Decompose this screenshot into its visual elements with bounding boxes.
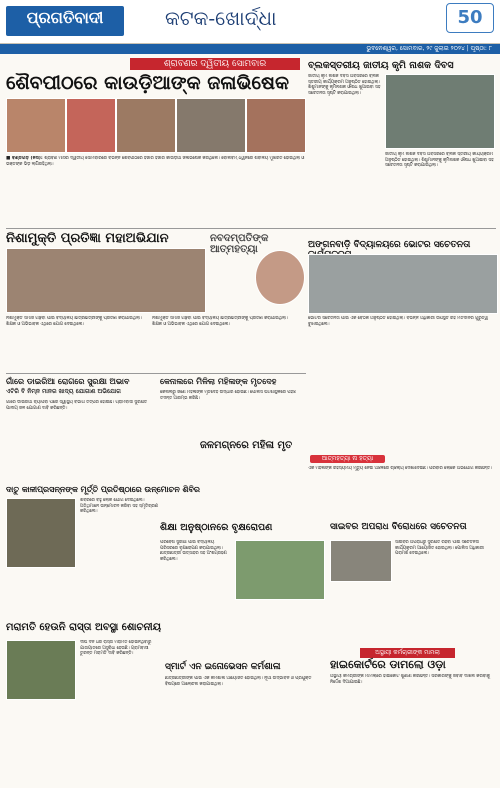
road-body: ଦୀର୍ଘ ଦିନ ଧରି ରାସ୍ତା ମରାମତି ହୋଇନଥିବାରୁ ଯାତାୟାତରେ ଅସୁବିଧା ହେଉଛି। ଗ୍ରାମବାସୀ ତୁରନ୍ତ ମରାମତି ଦାବି କରିଛନ୍ତି। [80,640,152,657]
crime-photo [330,540,392,582]
shiva-photo-2 [66,98,116,153]
court-kicker: ଅସ୍ଥାୟୀ କର୍ମଚାରୀଙ୍କ ମାମଲା [360,648,455,658]
shiva-body: ■ ବଣ୍ଡଗଡ଼ (ନିସ): ଶ୍ରାବଣ ମାସର ଦ୍ୱିତୀୟ ସୋମବାରରେ ବିଭିନ୍ନ ଶୈବପୀଠରେ ହଜାର ହଜାର କାଉଡ଼ିଆ ଜଳାଭିଷେକ କରିଥିଲେ। ବୋଲବମ୍ ଧ୍ୱନିରେ ଶିବାଳୟ ମୁଖରିତ ହୋଇଥିଲା ଓ ଭକ୍ତଙ୍କ ଭିଡ଼ ଲାଗିରହିଥିଲା। [6,156,305,167]
pest-headline[interactable]: ବ୍ଲକସ୍ତରୀୟ ଜାତୀୟ କୃମି ନାଶକ ଦିବସ [308,60,454,71]
shiva-photo-4 [176,98,246,153]
river-body: ଗାଁରେ ଡାଇରିଆ ବ୍ୟାପିବା ପରେ ସ୍ୱାସ୍ଥ୍ୟ ବିଭାଗ ତତ୍ପର ହୋଇଛି। ଗ୍ରାମବାସୀ ସୁରକ୍ଷିତ ପାନୀୟ ଜଳ ଯୋଗାଣ ଦାବି କରିଛନ୍ତି। [6,400,147,411]
smart-headline[interactable]: ସ୍ମାର୍ଟ ଏନ ଇନୋଭେସନ କର୍ମଶାଳା [165,662,281,672]
dateline-bar [0,44,500,54]
school-headline[interactable]: ଅଙ୍ଗନବାଡ଼ି ବିଦ୍ୟାଳୟରେ ଭୋଟର ସଚେତନତା [308,240,471,250]
school-body: ଭୋଟର ସଚେତନତା ପାଇଁ ଏକ ବୈଠକ ଅନୁଷ୍ଠିତ ହୋଇଥିଲା। ବିଭିନ୍ନ ଅଧିକାରୀ ଉପସ୍ଥିତ ରହି ମତଦାନର ଗୁରୁତ୍ୱ ବୁଝାଇଥିଲେ। [308,316,488,327]
shiva-photo-3 [116,98,176,153]
camp-headline[interactable]: ଦାତୁ କାଳୀପ୍ରସନ୍ନଙ୍କ ମୂର୍ତ୍ତି ପ୍ରତିଷ୍ଠାରେ ଉନ୍ମୋଚନ ଶିବିର [6,484,200,494]
camp-photo [6,498,76,568]
section-divider-2 [6,373,306,374]
canal-body: କେନାଲରୁ ଜଣେ ମହିଳାଙ୍କ ମୃତଦେହ ଉଦ୍ଧାର ହୋଇଛି। ପୋଲିସ ଘଟଣାସ୍ଥଳରେ ପହଞ୍ଚି ତଦନ୍ତ ଆରମ୍ଭ କରିଛି। [160,390,296,401]
nasha-portrait [255,250,305,305]
anniversary-badge: 50 [446,3,494,33]
court-headline[interactable]: ହାଇକୋର୍ଟରେ ଡାମଲୋ ଓଡ଼ା [330,658,446,671]
river-headline[interactable]: ଗାଁରେ ଡାଇରିଆ ରୋଗରେ ସୁରକ୍ଷା ଅଭାବ [6,376,130,386]
woman-headline[interactable]: ଜଳମଗ୍ନରେ ମହିଳା ମୃତ [200,440,293,451]
crime-body: ସାଇବର ଅପରାଧରୁ ସୁରକ୍ଷିତ ରହିବା ପାଇଁ ସଚେତନତା କାର୍ଯ୍ୟକ୍ରମ ଆୟୋଜିତ ହୋଇଥିଲା। ପୋଲିସ ଅଧିକାରୀ ପରାମର୍ଶ ଦେଇଥିଲେ। [395,540,484,557]
nasha-headline[interactable]: ନିଶାମୁକ୍ତି ପ୍ରତିଜ୍ଞା ମହାଅଭିଯାନ [6,231,169,246]
smart-body: ଛାତ୍ରଛାତ୍ରୀଙ୍କ ପାଇଁ ଏକ କର୍ମଶାଳା ଆୟୋଜିତ ହୋଇଥିଲା। ନୂଆ ଉଦ୍ଭାବନ ଓ ପ୍ରଯୁକ୍ତି ବିଷୟରେ ଆଲୋଚନା କରାଯାଇଥିଲା। [165,676,312,687]
camp-body: ଶିବିରରେ ବହୁ ଲୋକ ଯୋଗ ଦେଇଥିଲେ। ଅତିଥିମାନେ ଉନ୍ମୋଚନ କରିବା ସହ ସ୍ମୃତିଚାରଣ କରିଥିଲେ। [80,498,158,515]
tree-headline[interactable]: ଶିକ୍ଷା ଅନୁଷ୍ଠାନରେ ବୃକ୍ଷରୋପଣ [160,522,273,533]
nasha-body: ନିଶାମୁକ୍ତ ସମାଜ ଗଢ଼ିବା ପାଇଁ ବିଦ୍ୟାଳୟ ଛାତ୍ରଛାତ୍ରୀଙ୍କୁ ପ୍ରତିଜ୍ଞା କରାଯାଇଥିଲା। ଶିକ୍ଷକ ଓ ଅଭିଭାବକ ଏଥିରେ ଯୋଗ ଦେଇଥିଲେ। [6,316,142,327]
river-subhead[interactable]: ଏଟିରି ବି ନିମ୍ନ ମାନର ଖାଦ୍ୟ ଯୋଗାଣ ଅଭିଯୋଗ [6,388,121,395]
shiva-headline[interactable]: ଶୈବପୀଠରେ କାଉଡ଼ିଆଙ୍କ ଜଳାଭିଷେକ [6,72,290,94]
shiva-photo-5 [246,98,306,153]
newspaper-logo[interactable]: ପ୍ରଗତିବାଦୀ [6,6,124,36]
shiva-byline: ■ ବଣ୍ଡଗଡ଼ (ନିସ): [6,156,45,161]
pest-body-cont: ଜାତୀୟ କୃମି ନାଶକ ଦିବସ ଅବସରରେ ବ୍ଲକ ସ୍ତରୀୟ କାର୍ଯ୍ୟକ୍ରମ ଅନୁଷ୍ଠିତ ହୋଇଥିଲା। ଶିଶୁମାନଙ୍କୁ କୃମିନାଶକ ଔଷଧ ଖୁଆଇବା ସହ ସଚେତନତା ସୃଷ୍ଟି କରାଯାଇଥିଲା। [385,152,494,169]
woman-body: ଏକ ମହିଳାଙ୍କ ରହସ୍ୟମୟ ମୃତ୍ୟୁ ନେଇ ଅଞ୍ଚଳରେ ଚାଞ୍ଚଲ୍ୟ ଦେଖାଦେଇଛି। ପରିବାର ଲୋକେ ଅଭିଯୋଗ କରିଛନ୍ତି। [308,466,492,471]
shiva-kicker: ଶ୍ରାବଣର ଦ୍ୱିତୀୟ ସୋମବାର [130,58,300,70]
logo-subtitle: PRAGATIVADI [6,30,39,36]
pest-photo [385,74,495,149]
dateline-text: ଭୁବନେଶ୍ୱର, ସୋମବାର, ୨୯ ଜୁଲାଇ ୨୦୨୪ | ପୃଷ୍ଠା: ୮ [366,45,492,52]
canal-headline[interactable]: କେନାଲରେ ମିଳିଲା ମହିଳାଙ୍କ ମୃତଦେହ [160,376,277,386]
tree-photo [235,540,325,600]
crime-headline[interactable]: ସାଇବର ଅପରାଧ ବିରୋଧରେ ସଚେତନତା [330,522,467,532]
nasha-photo [6,248,206,313]
nasha-body-cont: ନିଶାମୁକ୍ତ ସମାଜ ଗଢ଼ିବା ପାଇଁ ବିଦ୍ୟାଳୟ ଛାତ୍ରଛାତ୍ରୀଙ୍କୁ ପ୍ରତିଜ୍ଞା କରାଯାଇଥିଲା। ଶିକ୍ଷକ ଓ ଅଭିଭାବକ ଏଥିରେ ଯୋଗ ଦେଇଥିଲେ। [152,316,288,327]
court-body: ଅସ୍ଥାୟୀ କର୍ମଚାରୀଙ୍କ ମାମଲାରେ ହାଇକୋର୍ଟ ଶୁଣାଣି କରିଛନ୍ତି। ସରକାରଙ୍କୁ ଜବାବ ଦାଖଲ କରିବାକୁ ନିର୍ଦ୍ଦେଶ ଦିଆଯାଇଛି। [330,674,490,685]
road-photo [6,640,76,700]
woman-badge: ଆତ୍ମହତ୍ୟା ନା ହତ୍ୟା [310,455,385,463]
school-photo [308,254,498,314]
section-divider [6,228,496,229]
edition-region: କଟକ-ଖୋର୍ଦ୍ଧା [165,6,277,30]
tree-body: ପରିବେଶ ସୁରକ୍ଷା ପାଇଁ ବିଦ୍ୟାଳୟ ପରିସରରେ ବୃକ୍ଷରୋପଣ କରାଯାଇଥିଲା। ଛାତ୍ରଛାତ୍ରୀ ଉତ୍ସାହର ସହ ଅଂଶଗ୍ରହଣ କରିଥିଲେ। [160,540,227,562]
shiva-photo-1 [6,98,66,153]
pest-body: ଜାତୀୟ କୃମି ନାଶକ ଦିବସ ଅବସରରେ ବ୍ଲକ ସ୍ତରୀୟ କାର୍ଯ୍ୟକ୍ରମ ଅନୁଷ୍ଠିତ ହୋଇଥିଲା। ଶିଶୁମାନଙ୍କୁ କୃମିନାଶକ ଔଷଧ ଖୁଆଇବା ସହ ସଚେତନତା ସୃଷ୍ଟି କରାଯାଇଥିଲା। [308,74,381,96]
masthead [0,0,500,44]
nasha-tag[interactable]: ନବଦମ୍ପତିଙ୍କ ଆତ୍ମହତ୍ୟା [210,233,269,255]
road-headline[interactable]: ମରାମତି ହେଉନି ରାସ୍ତା ଅବସ୍ଥା ଶୋଚନୀୟ [6,622,161,633]
